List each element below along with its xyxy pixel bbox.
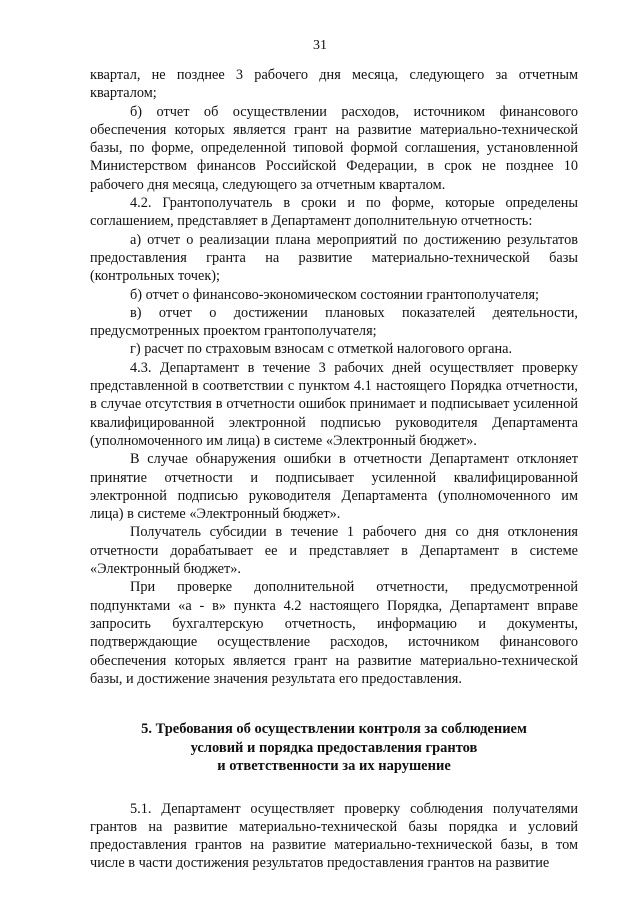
- paragraph-4-2-b: б) отчет о финансово-экономическом состоянии грантополучателя;: [130, 286, 539, 303]
- section-heading-line-1: 5. Требования об осуществлении контроля за соблюдением: [141, 721, 527, 738]
- paragraph-4-2-v: в) отчет о достижении плановых показателей деятельности, предусмотренных проектом грантополучателя;: [90, 304, 578, 340]
- section-heading: [90, 720, 578, 776]
- paragraph-report-expenses: б) отчет об осуществлении расходов, источником финансового обеспечения которых является грант на развитие материально-технической базы, по форме, определенной типовой формой соглашения, установленной Министерством финансов Российской Федерации, в срок не позднее 10 рабочего дня месяца, следующего за отчетным кварталом.: [90, 103, 578, 193]
- paragraph-continuation: квартал, не позднее 3 рабочего дня месяца, следующего за отчетным кварталом;: [90, 67, 578, 102]
- paragraph-4-3: 4.3. Департамент в течение 3 рабочих дней осуществляет проверку представленной в соответствии с пунктом 4.1 настоящего Порядка отчетности, в случае отсутствия в отчетности ошибок принимает и подписывает усиленной квалифицированной электронной подписью руководителя Департамента (уполномоченного им лица) в системе «Электронный бюджет».: [90, 359, 578, 449]
- paragraph-4-2-a: а) отчет о реализации плана мероприятий по достижению результатов предоставления гранта на развитие материально-технической базы (контрольных точек);: [90, 231, 578, 285]
- paragraph-4-2: 4.2. Грантополучатель в сроки и по форме, которые определены соглашением, представляет в Департамент дополнительную отчетность:: [90, 195, 578, 230]
- paragraph-error-case: В случае обнаружения ошибки в отчетности Департамент отклоняет принятие отчетности и подписывает усиленной квалифицированной электронной подписью руководителя Департамента (уполномоченного им лица) в системе «Электронный бюджет».: [90, 451, 578, 523]
- page-number: 31: [313, 38, 327, 53]
- paragraph-additional-check: При проверке дополнительной отчетности, предусмотренной подпунктами «а - в» пункта 4.2 настоящего Порядка, Департамент вправе запросить бухгалтерскую отчетность, информацию и документы, подтверждающие осуществление расходов, источником финансового обеспечения которых является грант на развитие материально-технической базы, и достижение значения результата его предоставления.: [90, 579, 578, 687]
- paragraph-5-1: 5.1. Департамент осуществляет проверку соблюдения получателями грантов на развитие материально-технической базы порядка и условий предоставления грантов на развитие материально-технической базы, в том числе в части достижения результатов предоставления грантов на развитие: [90, 800, 578, 872]
- section-heading-line-2: условий и порядка предоставления грантов: [190, 739, 478, 756]
- paragraph-recipient-rework: Получатель субсидии в течение 1 рабочего дня со дня отклонения отчетности дорабатывает ее и представляет в Департамент в системе «Электронный бюджет».: [90, 524, 578, 578]
- document-body: [90, 66, 578, 873]
- section-heading-line-3: и ответственности за их нарушение: [217, 758, 451, 775]
- paragraph-4-2-g: г) расчет по страховым взносам с отметкой налогового органа.: [130, 341, 513, 358]
